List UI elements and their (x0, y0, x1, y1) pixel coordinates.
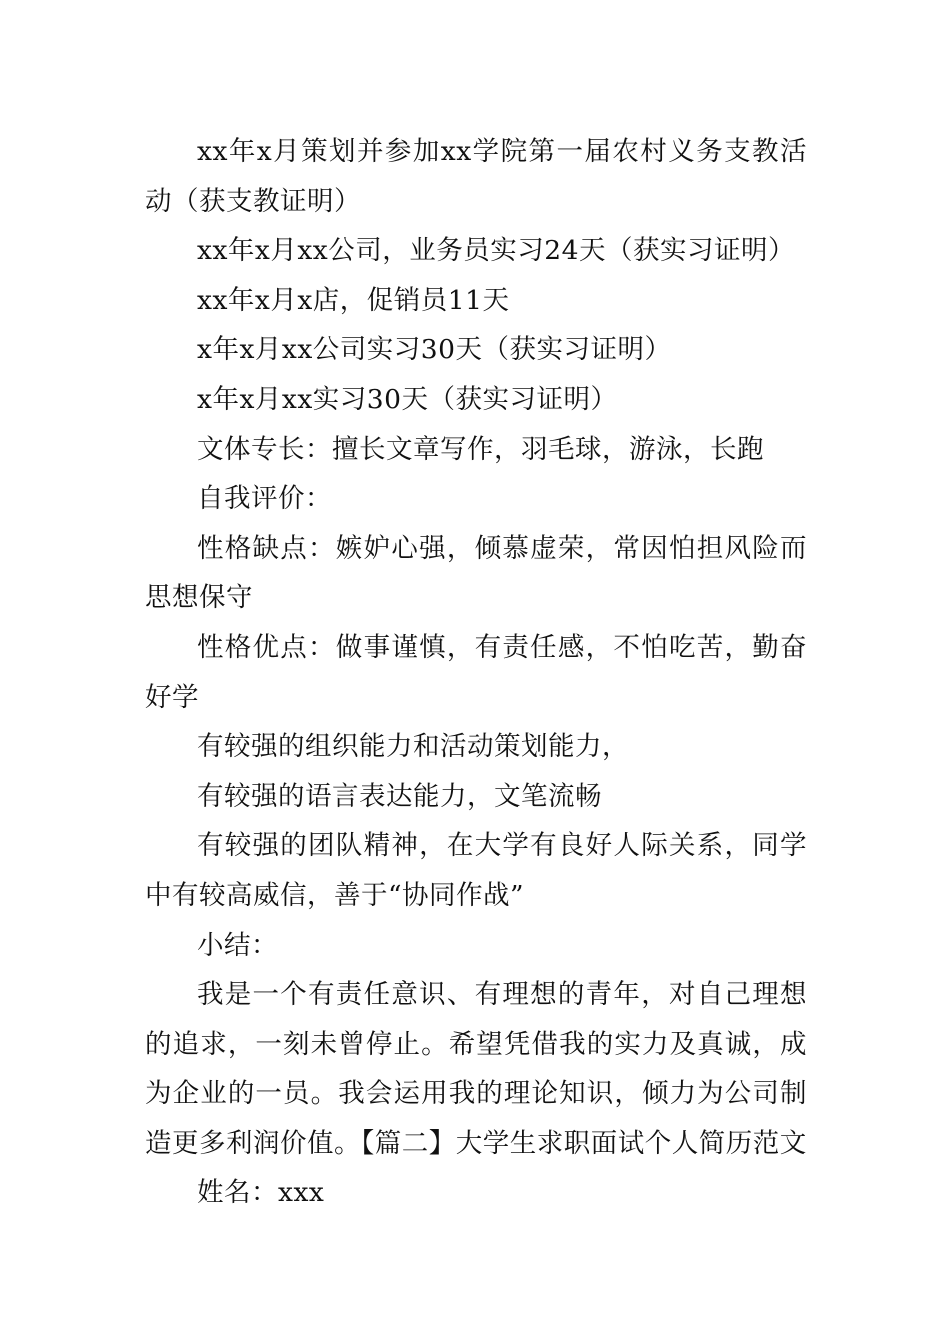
document-body (145, 127, 807, 1218)
paragraph-organization-skill: 有较强的组织能力和活动策划能力， (197, 731, 629, 763)
paragraph-internship: x年x月xx实习30天（获实习证明） (197, 383, 618, 415)
paragraph-store-promoter: xx年x月x店，促销员11天 (197, 284, 510, 316)
paragraph-company-internship: x年x月xx公司实习30天（获实习证明） (197, 334, 672, 366)
paragraph-name: 姓名：xxx (197, 1177, 325, 1209)
paragraph-hobbies: 文体专长：擅长文章写作，羽毛球，游泳，长跑 (197, 433, 764, 465)
paragraph-language-skill: 有较强的语言表达能力，文笔流畅 (197, 780, 602, 812)
paragraph-volunteer-teaching: xx年x月策划并参加xx学院第一届农村义务支教活动（获支教证明） (145, 136, 807, 217)
heading-summary: 小结： (197, 929, 278, 961)
paragraph-summary: 我是一个有责任意识、有理想的青年，对自己理想的追求，一刻未曾停止。希望凭借我的实力及真诚，成为企业的一员。我会运用我的理论知识，倾力为公司制造更多利润价值。【篇二】大学生求职面试个人简历范文 (145, 979, 807, 1159)
paragraph-strengths: 性格优点：做事谨慎，有责任感，不怕吃苦，勤奋好学 (145, 631, 807, 713)
paragraph-internship-salesman: xx年x月xx公司，业务员实习24天（获实习证明） (197, 235, 795, 267)
paragraph-weaknesses: 性格缺点：嫉妒心强，倾慕虚荣，常因怕担风险而思想保守 (145, 532, 807, 614)
heading-self-evaluation: 自我评价： (197, 483, 332, 515)
paragraph-team-spirit: 有较强的团队精神，在大学有良好人际关系，同学中有较高威信，善于“协同作战” (145, 830, 807, 911)
